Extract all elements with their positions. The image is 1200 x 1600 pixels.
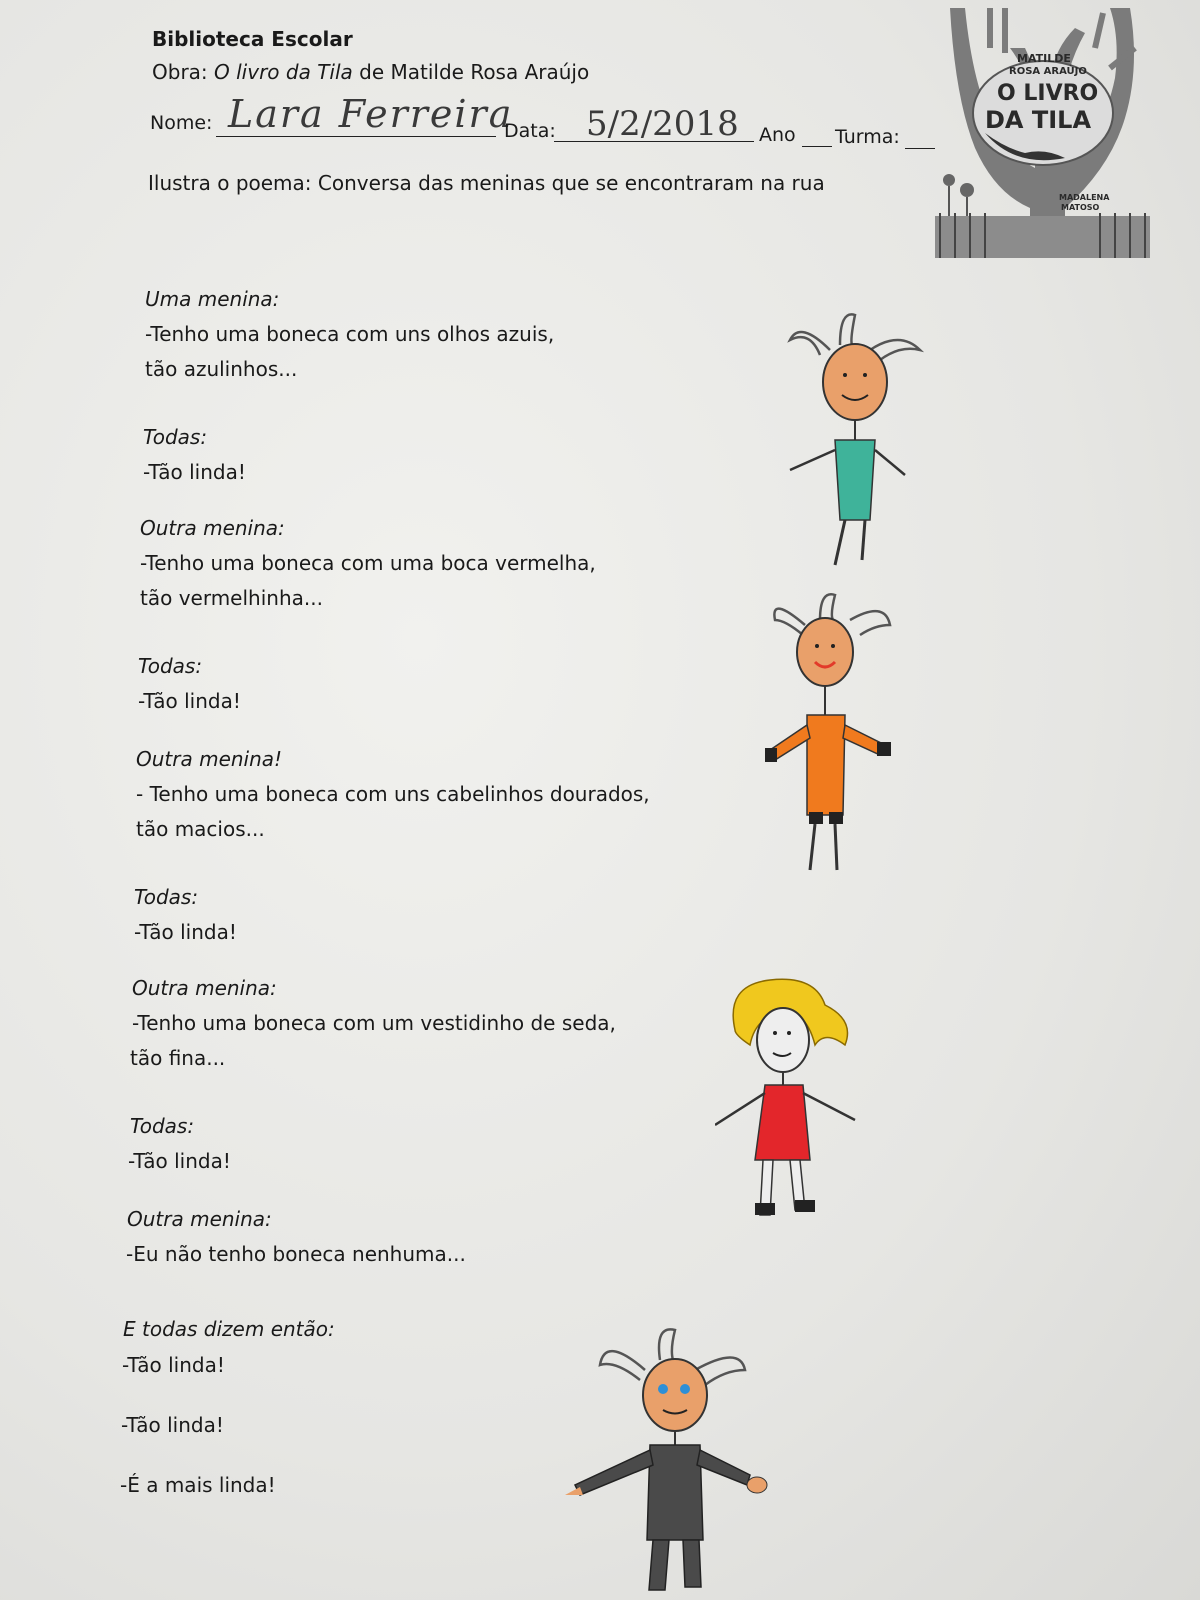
poem-speaker: Todas: [138, 654, 203, 678]
poem-speaker: Uma menina: [145, 287, 280, 311]
doll-blue-dress-drawing [780, 310, 940, 570]
year-label: Ano [759, 124, 796, 146]
poem-speaker: Outra menina: [140, 516, 285, 540]
poem-line: -É a mais linda! [120, 1473, 276, 1497]
poem-speaker: Todas: [143, 425, 208, 449]
stamp-author-line2: ROSA ARAÚJO [1009, 66, 1087, 77]
poem-line: tão fina... [130, 1046, 226, 1070]
work-prefix: Obra: [152, 60, 215, 84]
work-author: de Matilde Rosa Araújo [352, 60, 590, 84]
poem-speaker: Todas: [130, 1114, 195, 1138]
year-blank [802, 146, 832, 147]
work-line [152, 59, 589, 85]
poem-speaker: E todas dizem então: [123, 1317, 335, 1341]
poem-line: -Tenho uma boneca com uns olhos azuis, [145, 322, 555, 346]
poem-line: tão azulinhos... [145, 357, 298, 381]
girl-black-outfit-drawing [565, 1325, 795, 1595]
poem-speaker: Outra menina: [132, 976, 277, 1000]
poem-line: -Tão linda! [122, 1353, 225, 1377]
name-label: Nome: [150, 112, 213, 134]
poem-line: -Tão linda! [138, 689, 241, 713]
school-library-heading: Biblioteca Escolar [152, 27, 353, 51]
poem-line: -Tão linda! [121, 1413, 224, 1437]
doll-orange-outfit-drawing [765, 590, 915, 875]
poem-line: -Tenho uma boneca com uma boca vermelha, [140, 551, 596, 575]
stamp-author-line1: MATILDE [1017, 52, 1071, 65]
instruction-text: Ilustra o poema: Conversa das meninas que se encontraram na rua [148, 171, 825, 195]
poem-speaker: Outra menina! [136, 747, 283, 771]
work-title: O livro da Tila [214, 60, 353, 84]
poem-line: -Tão linda! [143, 460, 246, 484]
poem-line: -Tenho uma boneca com um vestidinho de seda, [132, 1011, 616, 1035]
poem-line: -Eu não tenho boneca nenhuma... [126, 1242, 466, 1266]
poem-line: tão macios... [136, 817, 265, 841]
doll-red-dress-drawing [715, 975, 875, 1250]
poem-line: -Tão linda! [128, 1149, 231, 1173]
stamp-illustrator-line1: MADALENA [1059, 193, 1110, 202]
stamp-title-line1: O LIVRO [997, 81, 1099, 106]
poem-speaker: Todas: [134, 885, 199, 909]
name-blank [216, 136, 496, 137]
poem-speaker: Outra menina: [127, 1207, 272, 1231]
book-cover-stamp [935, 8, 1150, 258]
class-label: Turma: [835, 126, 900, 148]
stamp-title-line2: DA TILA [985, 106, 1092, 134]
date-handwriting: 5/2/2018 [586, 104, 739, 144]
date-label: Data: [504, 120, 556, 142]
stamp-illustrator-line2: MATOSO [1061, 203, 1100, 212]
poem-line: -Tão linda! [134, 920, 237, 944]
poem-line: tão vermelhinha... [140, 586, 323, 610]
class-blank [905, 148, 935, 149]
name-handwriting: Lara Ferreira [228, 92, 514, 136]
poem-line: - Tenho uma boneca com uns cabelinhos dourados, [136, 782, 650, 806]
